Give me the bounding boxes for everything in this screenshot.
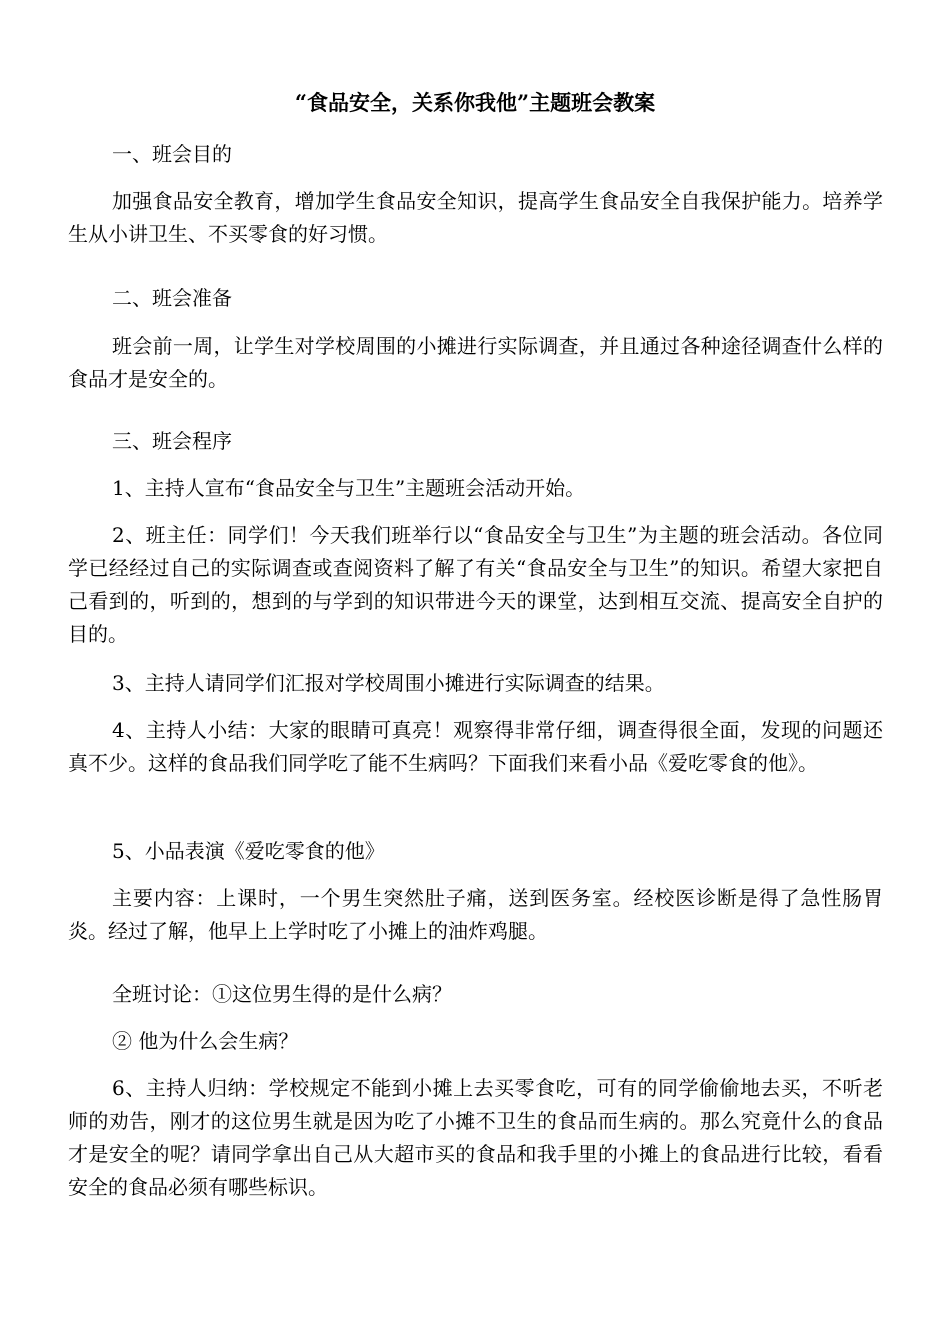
- paragraph-step-6: 6、主持人归纳：学校规定不能到小摊上去买零食吃，可有的同学偷偷地去买，不听老师的劝告，刚才的这位男生就是因为吃了小摊不卫生的食品而生病的。那么究竟什么的食品才是安全的呢？请同学拿出自己从大超市买的食品和我手里的小摊上的食品进行比较，看看安全的食品必须有哪些标识。: [68, 1076, 883, 1199]
- paragraph-skit-content: 主要内容：上课时，一个男生突然肚子痛，送到医务室。经校医诊断是得了急性肠胃炎。经过了解，他早上上学时吃了小摊上的油炸鸡腿。: [68, 886, 883, 943]
- paragraph-discussion-2: ② 他为什么会生病？: [112, 1029, 299, 1053]
- paragraph-step-5: 5、小品表演《爱吃零食的他》: [112, 839, 385, 863]
- paragraph-purpose: 加强食品安全教育，增加学生食品安全知识，提高学生食品安全自我保护能力。培养学生从小讲卫生、不买零食的好习惯。: [68, 189, 883, 246]
- section-heading-procedure: 三、班会程序: [112, 429, 232, 453]
- paragraph-step-2: 2、班主任：同学们！今天我们班举行以“食品安全与卫生”为主题的班会活动。各位同学已经经过自己的实际调查或查阅资料了解了有关“食品安全与卫生”的知识。希望大家把自己看到的，听到的，想到的与学到的知识带进今天的课堂，达到相互交流、提高安全自护的目的。: [68, 523, 883, 646]
- section-heading-preparation: 二、班会准备: [112, 286, 232, 310]
- paragraph-step-3: 3、主持人请同学们汇报对学校周围小摊进行实际调查的结果。: [112, 671, 665, 695]
- document-title: “食品安全，关系你我他”主题班会教案: [294, 90, 656, 115]
- paragraph-preparation: 班会前一周，让学生对学校周围的小摊进行实际调查，并且通过各种途径调查什么样的食品才是安全的。: [68, 334, 883, 391]
- paragraph-discussion-1: 全班讨论：①这位男生得的是什么病？: [112, 982, 452, 1006]
- section-heading-purpose: 一、班会目的: [112, 142, 232, 166]
- paragraph-step-1: 1、主持人宣布“食品安全与卫生”主题班会活动开始。: [112, 476, 586, 500]
- paragraph-step-4: 4、主持人小结：大家的眼睛可真亮！观察得非常仔细，调查得很全面，发现的问题还真不少。这样的食品我们同学吃了能不生病吗？下面我们来看小品《爱吃零食的他》。: [68, 718, 883, 775]
